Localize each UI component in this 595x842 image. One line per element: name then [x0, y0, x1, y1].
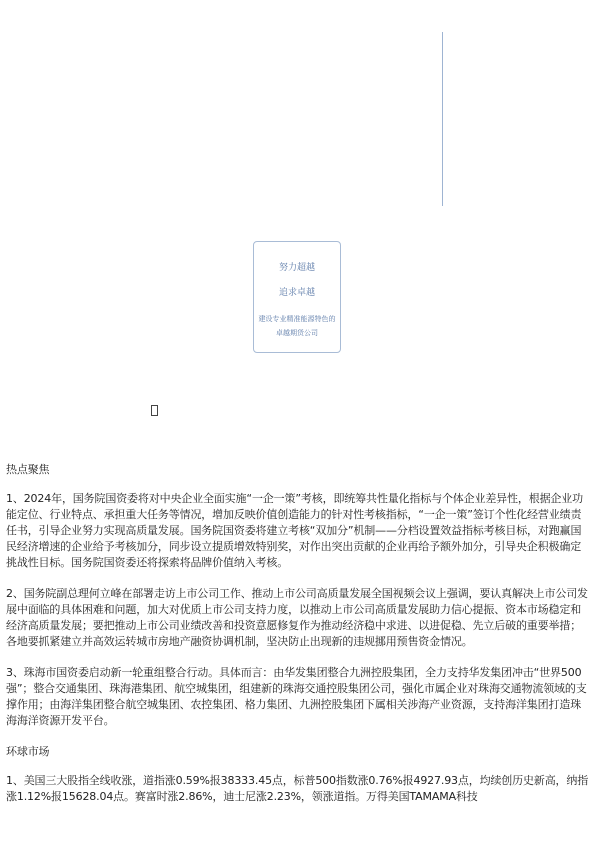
section-heading-hot-topics: 热点聚焦: [6, 463, 50, 476]
slogan-card: [253, 241, 341, 353]
slogan-line-2: 追求卓越: [278, 288, 315, 298]
section-heading-global-markets: 环球市场: [6, 745, 50, 758]
company-tagline: 建设专业精准能源特色的卓越期货公司: [258, 315, 336, 337]
news-item-1: 1、2024年，国务院国资委将对中央企业全面实施“一企一策”考核，即统筹共性量化指标与个体企业差异性，根据企业功能定位、行业特点、承担重大任务等情况，增加反映价值创造能力的针对性考核指标，“一企一策”签订个性化经营业绩责任书，引导企业努力实现高质量发展。国务院国资委将建立考核“双加分”机制——分档设置效益指标考核目标，对跑赢国民经济增速的企业给予考核加分，同步设立提质增效特别奖，对作出突出贡献的企业再给予额外加分，引导央企积极确定挑战性目标。国务院国资委还将探索将品牌价值纳入考核。: [6, 492, 583, 569]
document-body: [6, 462, 589, 820]
missing-glyph-icon: [151, 405, 158, 416]
vertical-divider-line: [442, 32, 443, 206]
news-item-2: 2、国务院副总理何立峰在部署走访上市公司工作、推动上市公司高质量发展全国视频会议上强调，要认真解决上市公司发展中面临的具体困难和问题，加大对优质上市公司支持力度，以推动上市公司高质量发展助力信心提振、资本市场稳定和经济高质量发展；要把推动上市公司业绩改善和投资意愿修复作为推动经济稳中求进、以进促稳、先立后破的重要举措；各地要抓紧建立并高效运转城市房地产融资协调机制，坚决防止出现新的违规挪用预售资金情况。: [6, 587, 588, 648]
slogan-line-1: 努力超越: [278, 263, 315, 273]
news-item-3: 3、珠海市国资委启动新一轮重组整合行动。具体而言：由华发集团整合九洲控股集团，全力支持华发集团冲击“世界500强”；整合交通集团、珠海港集团、航空城集团，组建新的珠海交通控股集团公司，强化市属企业对珠海交通物流领域的支撑作用；由海洋集团整合航空城集团、农控集团、格力集团、九洲控股集团下属相关涉海产业资源，支持海洋集团打造珠海海洋资源开发平台。: [6, 666, 587, 727]
market-item-1: 1、美国三大股指全线收涨，道指涨0.59%报38333.45点，标普500指数涨0.76%报4927.93点，均续创历史新高，纳指涨1.12%报15628.04点。赛富时涨2.86%，迪士尼涨2.23%，领涨道指。万得美国TAMAMA科技: [6, 774, 589, 803]
